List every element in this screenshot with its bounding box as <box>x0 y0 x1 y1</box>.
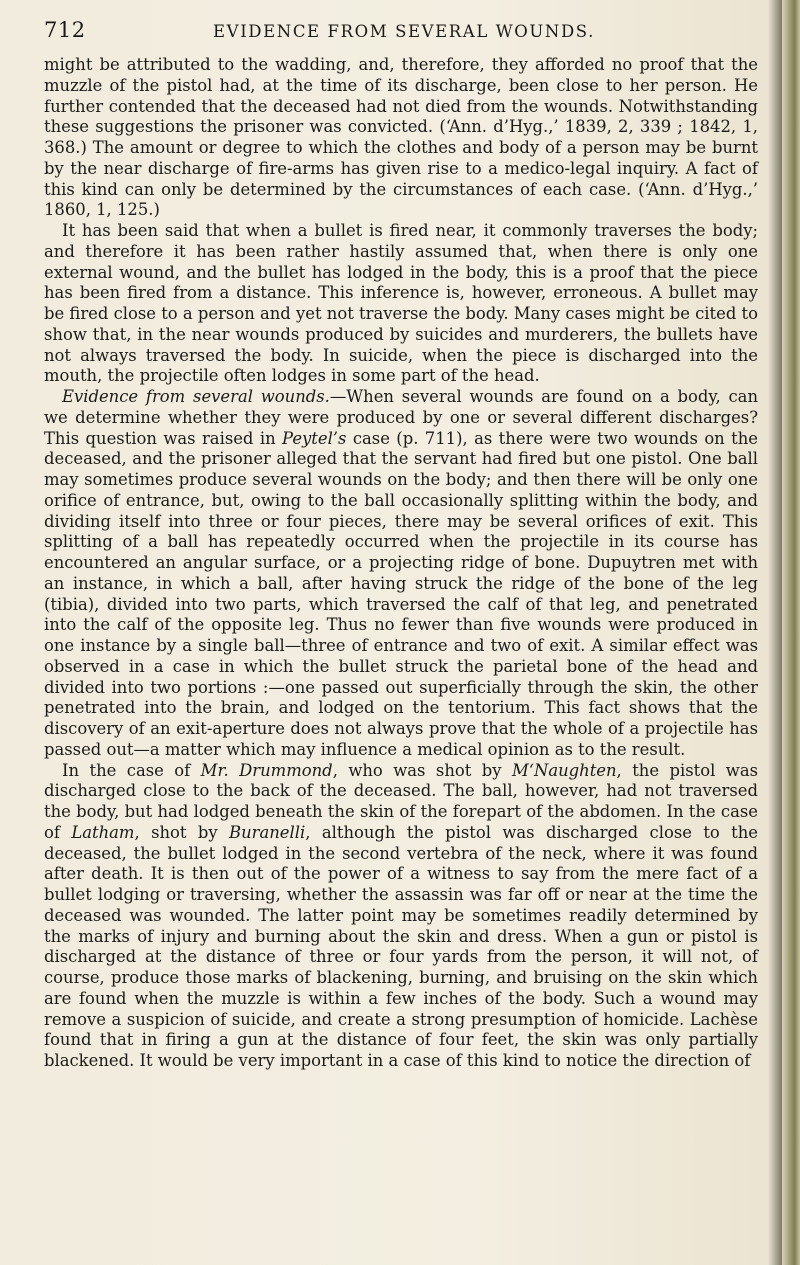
section-heading: Evidence from several wounds. <box>62 387 330 406</box>
page-edge <box>782 0 800 1265</box>
page-number: 712 <box>44 18 86 42</box>
paragraph-several-wounds <box>44 387 758 761</box>
paragraph-text: , the pistol was discharged close to the back of the deceased. The ball, however, had not traversed the body, but had lodged beneath the skin of the forepart of the abdomen. In the case of <box>44 760 758 842</box>
case-name: Buranelli <box>229 822 306 842</box>
paragraph-drummond-case <box>44 761 758 1072</box>
paragraph-bullet-traversal: It has been said that when a bullet is fired near, it commonly traverses the body; and therefore it has been rather hastily assumed that, when there is only one external wound, and the bullet has lodged in the body, this is a proof that the piece has been fired from a distance. This inference is, however, erroneous. A bullet may be fired close to a person and yet not traverse the body. Many cases might be cited to show that, in the near wounds produced by suicides and murderers, the bullets have not always traversed the body. In suicide, when the piece is discharged into the mouth, the projectile often lodges in some part of the head. <box>44 221 758 386</box>
running-title: EVIDENCE FROM SEVERAL WOUNDS. <box>213 22 595 41</box>
paragraph-continued: might be attributed to the wadding, and, therefore, they afforded no proof that the muzzle of the pistol had, at the time of its discharge, been close to her person. He further contended that the deceased had not died from the wounds. Notwithstanding these suggestions the prisoner was convicted. (‘Ann. d’Hyg.,’ 1839, 2, 339 ; 1842, 1, 368.) The amount or degree to which the clothes and body of a person may be burnt by the near discharge of fire-arms has given rise to a medico-legal inquiry. A fact of this kind can only be determined by the circumstances of each case. (‘Ann. d’Hyg.,’ 1860, 1, 125.) <box>44 55 758 220</box>
page-header <box>44 18 764 52</box>
case-name: Peytel’s <box>282 428 347 448</box>
case-name: Mr. Drummond <box>200 760 333 780</box>
paragraph-text: , although the pistol was discharged close to the deceased, the bullet lodged in the second vertebra of the neck, where it was found after death. It is then out of the power of a witness to say from the mere fact of a bullet lodging or traversing, whether the assassin was far off or near at the time the deceased was wounded. The latter point may be sometimes readily determined by the marks of injury and burning about the skin and dress. When a gun or pistol is discharged at the distance of three or four yards from the person, it will not, of course, produce those marks of blackening, burning, and bruising on the skin which are found when the muzzle is within a few inches of the body. Such a wound may remove a suspicion of suicide, and create a strong presumption of homicide. Lachèse found that in firing a gun at the distance of four feet, the skin was only partially blackened. It would be very important in a case of this kind to notice the direction of <box>44 822 759 1070</box>
paragraph-text: —When several wounds are found on a body, can we determine whether they were produced by one or several different discharges? This question was raised in <box>44 387 758 448</box>
paragraph-text: case (p. 711), as there were two wounds on the deceased, and the prisoner alleged that the servant had fired but one pistol. One ball may sometimes produce several wounds on the body; and then there will be only one orifice of entrance, but, owing to the ball occasionally splitting within the body, and dividing itself into three or four pieces, there may be several orifices of exit. This splitting of a ball has repeatedly occurred when the projectile in its course has encountered an angular surface, or a projecting ridge of bone. Dupuytren met with an instance, in which a ball, after having struck the ridge of the bone of the leg (tibia), divided into two parts, which traversed the calf of that leg, and penetrated into the calf of the opposite leg. Thus no fewer than five wounds were produced in one instance by a single ball—three of entrance and two of exit. A similar effect was observed in a case in which the bullet struck the parietal bone of the head and divided into two portions :—one passed out superficially through the skin, the other penetrated into the brain, and lodged on the tentorium. This fact shows that the discovery of an exit-aperture does not always prove that the whole of a projectile has passed out—a matter which may influence a medical opinion as to the result. <box>44 428 758 759</box>
paragraph-text: , who was shot by <box>332 760 512 780</box>
case-name: Latham <box>71 822 135 842</box>
paragraph-text: , shot by <box>134 822 230 842</box>
body-text <box>44 55 758 1072</box>
case-name: M‘Naughten <box>511 760 617 780</box>
paragraph-text: In the case of <box>62 760 201 780</box>
